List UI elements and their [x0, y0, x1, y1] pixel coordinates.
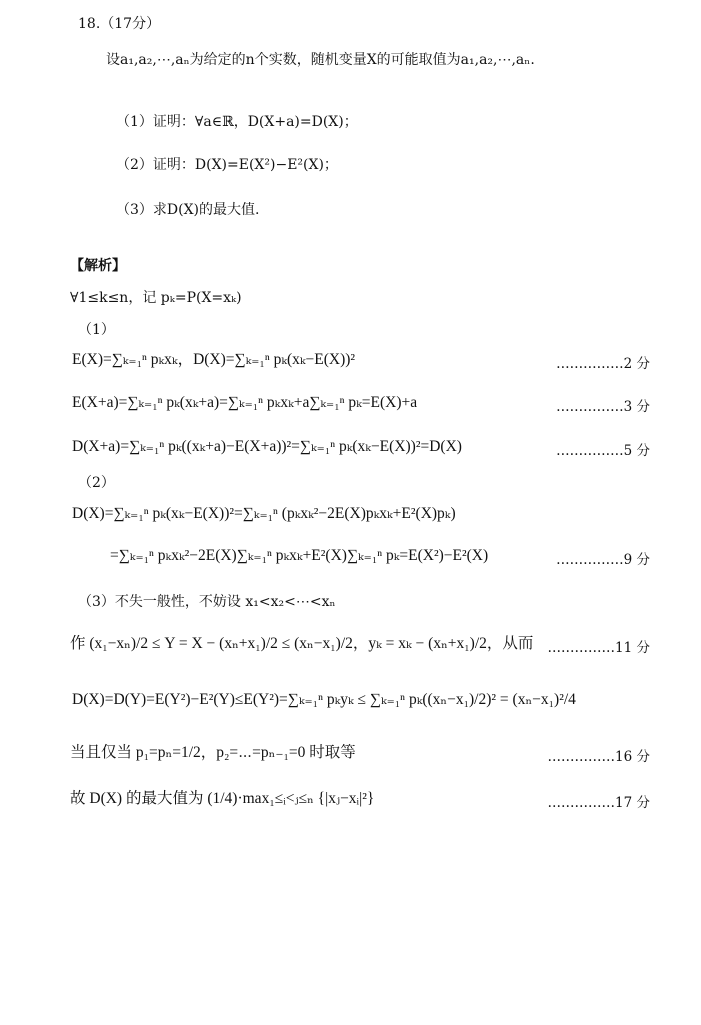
- part3-line-1: 作 (x₁−xₙ)/2 ≤ Y = X − (xₙ+x₁)/2 ≤ (xₙ−x₁)/2，yₖ = xₖ − (xₙ+x₁)/2，从而: [70, 635, 534, 652]
- solution-intro: ∀1≤k≤n，记 pₖ=P(X=xₖ): [70, 290, 242, 306]
- score-16: ……………16 分: [547, 749, 650, 765]
- problem-statement: 设a₁,a₂,⋯,aₙ为给定的n个实数，随机变量X的可能取值为a₁,a₂,⋯,aₙ.: [106, 52, 535, 68]
- part1-line-3: D(X+a)=∑ₖ₌₁ⁿ pₖ((xₖ+a)−E(X+a))²=∑ₖ₌₁ⁿ pₖ(xₖ−E(X))²=D(X): [72, 438, 462, 455]
- part3-line-3: 当且仅当 p₁=pₙ=1/2，p₂=⋯=pₙ₋₁=0 时取等: [70, 744, 356, 761]
- problem-part-1: （1）证明：∀a∈ℝ，D(X+a)=D(X)；: [116, 114, 358, 130]
- problem-part-2: （2）证明：D(X)=E(X²)−E²(X)；: [116, 157, 338, 173]
- problem-part-3: （3）求D(X)的最大值.: [116, 202, 260, 218]
- part3-line-4: 故 D(X) 的最大值为 (1/4)·max₁≤ᵢ<ⱼ≤ₙ {|xⱼ−xᵢ|²}: [70, 790, 375, 807]
- problem-number: 18.（17分）: [78, 16, 161, 32]
- part2-label: （2）: [78, 475, 115, 491]
- solution-heading: 【解析】: [70, 258, 126, 274]
- score-5: ……………5 分: [556, 443, 650, 459]
- part3-line-2: D(X)=D(Y)=E(Y²)−E²(Y)≤E(Y²)=∑ₖ₌₁ⁿ pₖyₖ ≤ ∑ₖ₌₁ⁿ pₖ((xₙ−x₁)/2)² = (xₙ−x₁)²/4: [72, 691, 576, 708]
- part1-line-2: E(X+a)=∑ₖ₌₁ⁿ pₖ(xₖ+a)=∑ₖ₌₁ⁿ pₖxₖ+a∑ₖ₌₁ⁿ pₖ=E(X)+a: [72, 394, 418, 411]
- part2-line-1: D(X)=∑ₖ₌₁ⁿ pₖ(xₖ−E(X))²=∑ₖ₌₁ⁿ (pₖxₖ²−2E(X)pₖxₖ+E²(X)pₖ): [72, 505, 456, 522]
- score-9: ……………9 分: [556, 552, 650, 568]
- part3-intro: （3）不失一般性，不妨设 x₁<x₂<⋯<xₙ: [78, 594, 336, 610]
- score-11: ……………11 分: [547, 640, 650, 656]
- score-17: ……………17 分: [547, 795, 650, 811]
- part1-label: （1）: [78, 322, 115, 338]
- part1-line-1: E(X)=∑ₖ₌₁ⁿ pₖxₖ，D(X)=∑ₖ₌₁ⁿ pₖ(xₖ−E(X))²: [72, 351, 356, 368]
- score-2: ……………2 分: [556, 356, 650, 372]
- part2-line-2: =∑ₖ₌₁ⁿ pₖxₖ²−2E(X)∑ₖ₌₁ⁿ pₖxₖ+E²(X)∑ₖ₌₁ⁿ pₖ=E(X²)−E²(X): [110, 547, 489, 564]
- score-3: ……………3 分: [556, 399, 650, 415]
